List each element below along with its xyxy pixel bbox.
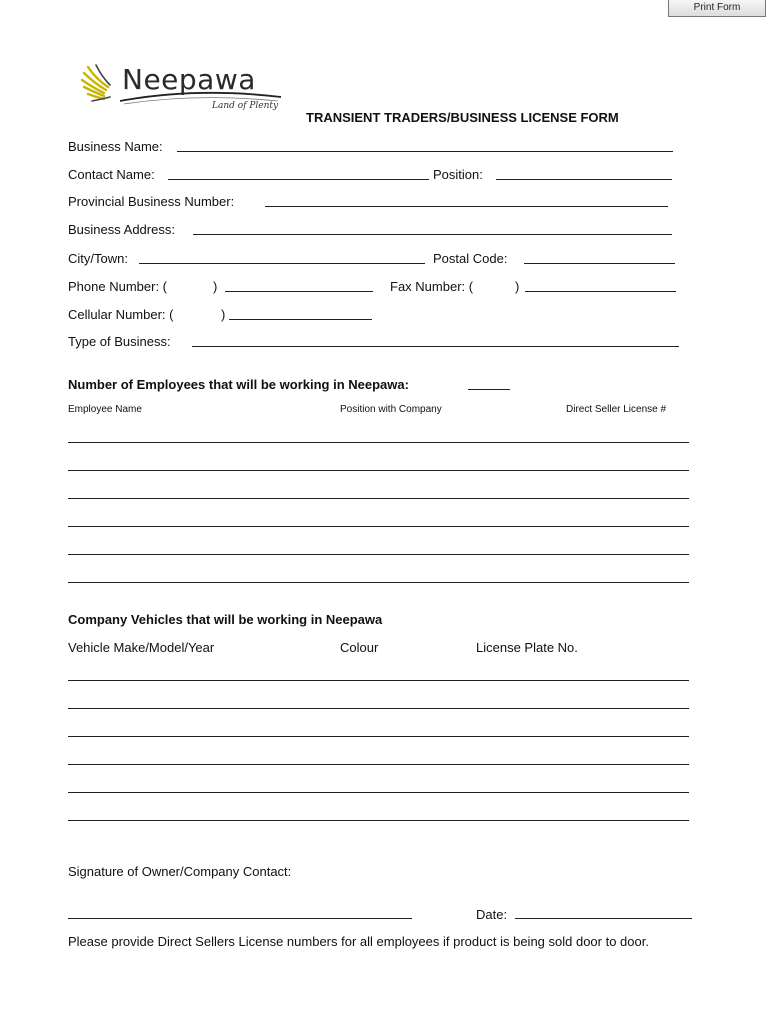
fax-number-field[interactable] (525, 291, 676, 292)
vehicle-row-line[interactable] (68, 680, 689, 681)
col-license-plate: License Plate No. (476, 640, 578, 655)
logo-name: Neepawa (122, 63, 256, 96)
position-label: Position: (433, 167, 483, 182)
employee-row-line[interactable] (68, 470, 689, 471)
business-name-field[interactable] (177, 151, 673, 152)
employee-row-line[interactable] (68, 498, 689, 499)
phone-close-paren: ) (213, 279, 218, 294)
type-of-business-field[interactable] (192, 346, 679, 347)
contact-name-label: Contact Name: (68, 167, 155, 182)
employee-row-line[interactable] (68, 526, 689, 527)
employee-row-line[interactable] (68, 582, 689, 583)
col-position-with-company: Position with Company (340, 404, 442, 415)
print-form-button[interactable]: Print Form (668, 0, 766, 17)
provincial-business-number-label: Provincial Business Number: (68, 194, 235, 209)
col-vehicle-make: Vehicle Make/Model/Year (68, 640, 215, 655)
postal-code-label: Postal Code: (433, 251, 508, 266)
date-field[interactable] (515, 918, 692, 919)
vehicle-row-line[interactable] (68, 708, 689, 709)
provincial-business-number-field[interactable] (265, 206, 668, 207)
phone-number-label: Phone Number: ( (68, 279, 167, 294)
vehicle-row-line[interactable] (68, 764, 689, 765)
employee-count-field[interactable] (468, 389, 510, 390)
business-address-label: Business Address: (68, 222, 175, 237)
fax-number-label: Fax Number: ( (390, 279, 474, 294)
signature-field[interactable] (68, 918, 412, 919)
cellular-number-label: Cellular Number: ( (68, 307, 174, 322)
position-field[interactable] (496, 179, 672, 180)
vehicles-heading: Company Vehicles that will be working in Neepawa (68, 612, 383, 627)
col-colour: Colour (340, 640, 379, 655)
date-label: Date: (476, 907, 508, 922)
business-address-field[interactable] (193, 234, 672, 235)
footer-note: Please provide Direct Sellers License numbers for all employees if product is being sold door to door. (68, 934, 649, 949)
business-name-label: Business Name: (68, 139, 163, 154)
logo-tagline: Land of Plenty (212, 101, 279, 111)
city-town-label: City/Town: (68, 251, 128, 266)
postal-code-field[interactable] (524, 263, 675, 264)
form-title: TRANSIENT TRADERS/BUSINESS LICENSE FORM (306, 110, 619, 125)
fax-close-paren: ) (515, 279, 520, 294)
phone-number-field[interactable] (225, 291, 373, 292)
employee-row-line[interactable] (68, 442, 689, 443)
vehicle-row-line[interactable] (68, 792, 689, 793)
type-of-business-label: Type of Business: (68, 334, 171, 349)
vehicle-row-line[interactable] (68, 820, 689, 821)
col-direct-seller-license: Direct Seller License # (566, 404, 667, 415)
signature-label: Signature of Owner/Company Contact: (68, 864, 292, 879)
vehicle-row-line[interactable] (68, 736, 689, 737)
employees-heading: Number of Employees that will be working in Neepawa: (68, 377, 409, 392)
contact-name-field[interactable] (168, 179, 429, 180)
employee-row-line[interactable] (68, 554, 689, 555)
city-town-field[interactable] (139, 263, 425, 264)
col-employee-name: Employee Name (68, 404, 142, 415)
cellular-number-field[interactable] (229, 319, 372, 320)
neepawa-logo (66, 57, 302, 121)
cellular-close-paren: ) (221, 307, 226, 322)
